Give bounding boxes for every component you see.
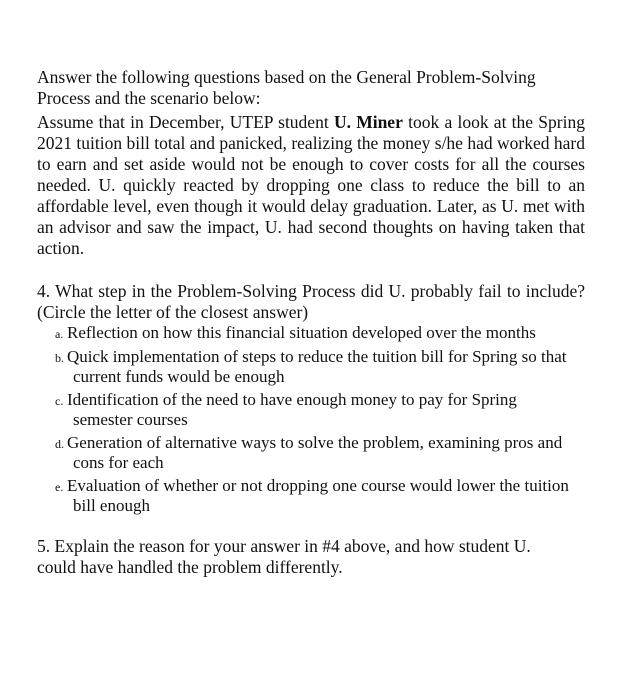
option-letter: c. [55,394,64,408]
option-text [67,433,585,473]
option-letter: a. [55,327,64,341]
question-5-line-2: could have handled the problem differently. [37,557,343,577]
option-text-line-2: bill enough [73,496,150,515]
option-text [67,390,585,430]
option-text-line-2: current funds would be enough [73,367,285,386]
instructions-line-2: Process and the scenario below: [37,88,261,108]
option-text [67,323,585,344]
option-a[interactable] [55,323,585,344]
option-c[interactable] [55,390,585,430]
option-text-line-1: Quick implementation of steps to reduce the tuition bill for Spring so that [67,347,567,366]
instructions [37,67,585,109]
question-4: 4. What step in the Problem-Solving Process did U. probably fail to include? (Circle the letter of the closest answer) [37,281,585,322]
instructions-line-1: Answer the following questions based on the General Problem-Solving [37,67,536,87]
option-text-line-1: Identification of the need to have enough money to pay for Spring [67,390,517,409]
option-text-line-1: Evaluation of whether or not dropping one course would lower the tuition [67,476,569,495]
option-e[interactable] [55,476,585,516]
question-5 [37,536,585,578]
option-b[interactable] [55,347,585,387]
scenario-paragraph [37,112,585,259]
question-5-line-1: 5. Explain the reason for your answer in #4 above, and how student U. [37,536,531,556]
student-name: U. Miner [333,112,403,132]
scenario-text-rest: took a look at the Spring 2021 tuition bill total and panicked, realizing the money s/he had worked hard to earn and set aside would not be enough to cover costs for all the courses needed. U. quickly reacted by dropping one class to reduce the bill to an affordable level, even though it would delay graduation. Later, as U. met with an advisor and saw the impact, U. had second thoughts on having taken that action. [37,112,585,258]
option-text-line-2: cons for each [73,453,164,472]
option-letter: b. [55,351,64,365]
option-text-line-2: semester courses [73,410,188,429]
answer-options [37,323,585,516]
option-d[interactable] [55,433,585,473]
scenario-text-start: Assume that in December, UTEP student [37,112,334,132]
option-text-line-1: Reflection on how this financial situation developed over the months [67,323,536,342]
option-text-line-1: Generation of alternative ways to solve the problem, examining pros and [67,433,563,452]
option-letter: e. [55,480,64,494]
document-page [37,67,585,578]
option-text [67,476,585,516]
option-text [67,347,585,387]
option-letter: d. [55,437,64,451]
